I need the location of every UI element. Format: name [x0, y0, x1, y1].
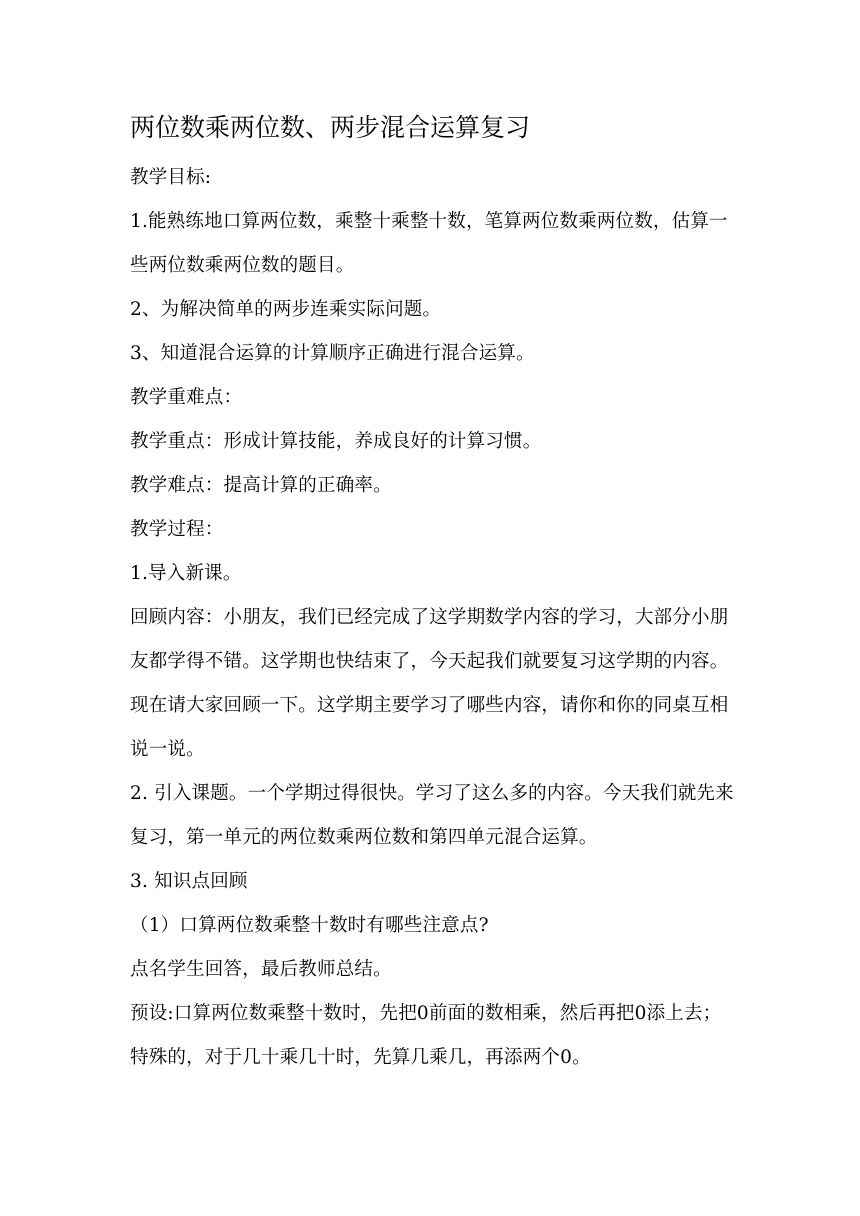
document-body	[130, 108, 740, 1080]
paragraph-key-difficult-heading: 教学重难点：	[130, 387, 243, 408]
paragraph-review-content: 回顾内容：小朋友，我们已经完成了这学期数学内容的学习，大部分小朋友都学得不错。这学期也快结束了，今天起我们就要复习这学期的内容。现在请大家回顾一下。这学期主要学习了哪些内容，请你和你的同桌互相说一说。	[130, 607, 729, 760]
paragraph-objective-3: 3、知道混合运算的计算顺序正确进行混合运算。	[130, 343, 535, 364]
paragraph-preset-answer: 预设:口算两位数乘整十数时，先把0前面的数相乘，然后再把0添上去；特殊的，对于几十乘几十时，先算几乘几，再添两个0。	[130, 1003, 722, 1068]
paragraph-objective-1: 1.能熟练地口算两位数，乘整十乘整十数，笔算两位数乘两位数，估算一些两位数乘两位数的题目。	[130, 211, 728, 276]
paragraph-step-1: 1.导入新课。	[130, 563, 242, 584]
paragraph-step-3: 3. 知识点回顾	[130, 871, 248, 892]
paragraph-difficult-point: 教学难点：提高计算的正确率。	[130, 475, 392, 496]
paragraph-key-point: 教学重点：形成计算技能，养成良好的计算习惯。	[130, 431, 542, 452]
paragraph-process-heading: 教学过程：	[130, 519, 224, 540]
paragraph-objective-2: 2、为解决简单的两步连乘实际问题。	[130, 299, 442, 320]
document-title: 两位数乘两位数、两步混合运算复习	[130, 113, 531, 142]
paragraph-step-2: 2. 引入课题。一个学期过得很快。学习了这么多的内容。今天我们就先来复习，第一单元的两位数乘两位数和第四单元混合运算。	[130, 783, 734, 848]
paragraph-objectives-heading: 教学目标:	[130, 167, 212, 188]
paragraph-question-1: （1）口算两位数乘整十数时有哪些注意点?	[130, 915, 489, 936]
paragraph-teacher-summary: 点名学生回答，最后教师总结。	[130, 959, 392, 980]
